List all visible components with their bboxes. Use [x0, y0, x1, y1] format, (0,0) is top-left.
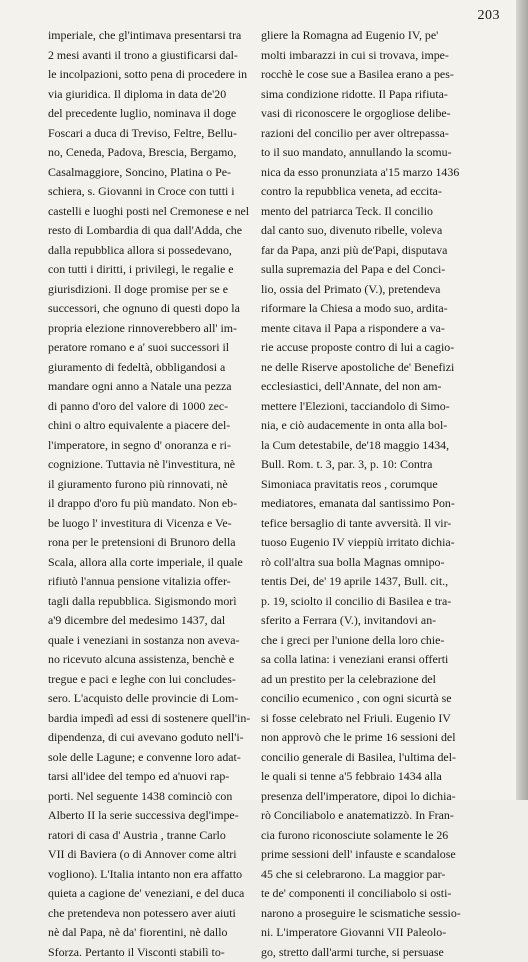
text-line: riformare la Chiesa a modo suo, ardita-	[261, 299, 486, 319]
text-line: chini o altro equivalente a piacere del-	[48, 416, 273, 436]
text-line: Bull. Rom. t. 3, par. 3, p. 10: Contra	[261, 455, 486, 475]
text-line: che pretendeva non potessero aver aiuti	[48, 904, 273, 924]
text-line: rocchè le cose sue a Basilea erano a pes-	[261, 65, 486, 85]
text-line: le quali si tenne a'5 febbraio 1434 alla	[261, 767, 486, 787]
text-line: ecclesiastici, dell'Annate, del non am-	[261, 377, 486, 397]
text-line: cia furono riconosciute solamente le 26	[261, 826, 486, 846]
text-line: sima condizione ridotte. Il Papa rifiuta-	[261, 85, 486, 105]
text-line: 45 che si celebrarono. La maggior par-	[261, 865, 486, 885]
text-line: castelli e luoghi posti nel Cremonese e nel	[48, 202, 273, 222]
text-line: razioni del concilio per aver oltrepassa-	[261, 124, 486, 144]
text-line: ne delle Riserve apostoliche de' Benefizi	[261, 358, 486, 378]
text-line: concilio ecumenico , con ogni sicurtà se	[261, 689, 486, 709]
text-line: prime sessioni dell' infauste e scandalose	[261, 845, 486, 865]
text-line: concilio generale di Basilea, l'ultima del-	[261, 748, 486, 768]
text-line: rie accuse proposte contro di lui a cagio-	[261, 338, 486, 358]
text-line: sferito a Ferrara (V.), invitandovi an-	[261, 611, 486, 631]
text-line: tagli dalla repubblica. Sigismondo morì	[48, 592, 273, 612]
text-line: ad un prestito per la celebrazione del	[261, 670, 486, 690]
text-line: VII di Baviera (o di Annover come altri	[48, 845, 273, 865]
text-line: vasi di riconoscere le orgogliose delibe-	[261, 104, 486, 124]
text-line: il drappo d'oro fu più mandato. Non eb-	[48, 494, 273, 514]
text-line: quieta a cagione de' veneziani, e del duca	[48, 884, 273, 904]
text-line: go, stretto dall'armi turche, si persuase	[261, 943, 486, 962]
text-line: nè dal Papa, nè da' fiorentini, nè dallo	[48, 923, 273, 943]
text-line: tuoso Eugenio IV vieppiù irritato dichia-	[261, 533, 486, 553]
text-line: molti imbarazzi in cui si trovava, impe-	[261, 46, 486, 66]
text-line: lio, ossia del Primato (V.), pretendeva	[261, 280, 486, 300]
text-line: rona per le pretensioni di Brunoro della	[48, 533, 273, 553]
text-line: quale i veneziani in sostanza non aveva-	[48, 631, 273, 651]
text-line: peratore romano e a' suoi successori il	[48, 338, 273, 358]
text-line: bardia impedì ad essi di sostenere quell'in-	[48, 709, 273, 729]
text-line: resto di Lombardia di qua dall'Adda, che	[48, 221, 273, 241]
text-line: presenza dell'imperatore, dipoi lo dichia-	[261, 787, 486, 807]
text-line: sa colla latina: i veneziani eransi offerti	[261, 650, 486, 670]
page-edge-shadow	[516, 0, 528, 800]
text-line: p. 19, sciolto il concilio di Basilea e tra-	[261, 592, 486, 612]
text-line: contro la repubblica veneta, ad eccita-	[261, 182, 486, 202]
text-line: l'imperatore, in segno d' onoranza e ri-	[48, 436, 273, 456]
text-line: te de' componenti il conciliabolo si osti-	[261, 884, 486, 904]
text-line: il giuramento furono più rinnovati, nè	[48, 475, 273, 495]
text-line: 2 mesi avanti il trono a giustificarsi dal-	[48, 46, 273, 66]
text-line: a'9 dicembre del medesimo 1437, dal	[48, 611, 273, 631]
text-line: sulla supremazia del Papa e del Conci-	[261, 260, 486, 280]
text-line: tarsi all'idee del tempo ed a'nuovi rap-	[48, 767, 273, 787]
text-line: giurisdizioni. Il doge promise per se e	[48, 280, 273, 300]
text-line: tefice bersaglio di tante avversità. Il vir-	[261, 514, 486, 534]
text-line: imperiale, che gl'intimava presentarsi tra	[48, 26, 273, 46]
text-line: le incolpazioni, sotto pena di procedere in	[48, 65, 273, 85]
text-line: no ricevuto alcuna assistenza, benchè e	[48, 650, 273, 670]
text-line: via giuridica. Il diploma in data de'20	[48, 85, 273, 105]
text-line: narono a proseguire le scismatiche sessio-	[261, 904, 486, 924]
text-line: rifiutò l'annua pensione vitalizia offer-	[48, 572, 273, 592]
text-line: con tutti i diritti, i privilegi, le regalie e	[48, 260, 273, 280]
text-line: nica da esso pronunziata a'15 marzo 1436	[261, 163, 486, 183]
text-line: si fosse celebrato nel Friuli. Eugenio IV	[261, 709, 486, 729]
text-line: di panno d'oro del valore di 1000 zec-	[48, 397, 273, 417]
text-line: dipendenza, di cui avevano goduto nell'i-	[48, 728, 273, 748]
right-text-column	[261, 26, 486, 962]
text-line: Scala, allora alla corte imperiale, il quale	[48, 553, 273, 573]
text-line: Foscari a duca di Treviso, Feltre, Bellu-	[48, 124, 273, 144]
text-line: sole delle Lagune; e convenne loro adat-	[48, 748, 273, 768]
text-line: che i greci per l'unione della loro chie-	[261, 631, 486, 651]
text-line: Alberto II la serie successiva degl'impe-	[48, 806, 273, 826]
text-line: porti. Nel seguente 1438 cominciò con	[48, 787, 273, 807]
text-line: ratori di casa d' Austria , tranne Carlo	[48, 826, 273, 846]
text-line: rò Conciliabolo e anatematizzò. In Fran-	[261, 806, 486, 826]
text-line: dalla repubblica allora si possedevano,	[48, 241, 273, 261]
text-line: non approvò che le prime 16 sessioni del	[261, 728, 486, 748]
text-line: Sforza. Pertanto il Visconti stabilì to-	[48, 943, 273, 962]
text-line: far da Papa, anzi più de'Papi, disputava	[261, 241, 486, 261]
text-line: giuramento di fedeltà, obbligandosi a	[48, 358, 273, 378]
text-line: rò coll'altra sua bolla Magnas omnipo-	[261, 553, 486, 573]
text-line: mento del patriarca Teck. Il concilio	[261, 202, 486, 222]
text-line: Simoniaca pravitatis reos , corumque	[261, 475, 486, 495]
text-line: del precedente luglio, nominava il doge	[48, 104, 273, 124]
text-line: mettere l'Elezioni, tacciandolo di Simo-	[261, 397, 486, 417]
text-line: la Cum detestabile, de'18 maggio 1434,	[261, 436, 486, 456]
text-line: no, Ceneda, Padova, Brescia, Bergamo,	[48, 143, 273, 163]
text-line: mandare ogni anno a Natale una pezza	[48, 377, 273, 397]
text-line: mediatores, emanata dal santissimo Pon-	[261, 494, 486, 514]
text-line: nia, e ciò audacemente in onta alla bol-	[261, 416, 486, 436]
text-line: gliere la Romagna ad Eugenio IV, pe'	[261, 26, 486, 46]
text-line: sero. L'acquisto delle provincie di Lom-	[48, 689, 273, 709]
text-line: schiera, s. Giovanni in Croce con tutti i	[48, 182, 273, 202]
text-line: tregue e paci e leghe con lui concludes-	[48, 670, 273, 690]
text-line: ni. L'imperatore Giovanni VII Paleolo-	[261, 923, 486, 943]
text-line: mente citava il Papa a rispondere a va-	[261, 319, 486, 339]
text-line: successori, che ognuno di questi dopo la	[48, 299, 273, 319]
text-line: Casalmaggiore, Soncino, Platina o Pe-	[48, 163, 273, 183]
text-line: be luogo l' investitura di Vicenza e Ve-	[48, 514, 273, 534]
text-line: dal canto suo, divenuto ribelle, voleva	[261, 221, 486, 241]
text-line: to il suo mandato, annullando la scomu-	[261, 143, 486, 163]
page-number: 203	[478, 8, 501, 24]
left-text-column	[48, 26, 273, 962]
text-line: tentis Dei, de' 19 aprile 1437, Bull. cit.,	[261, 572, 486, 592]
text-line: cognizione. Tuttavia nè l'investitura, nè	[48, 455, 273, 475]
text-line: propria elezione rinnoverebbero all' im-	[48, 319, 273, 339]
text-line: vogliono). L'Italia intanto non era affatto	[48, 865, 273, 885]
